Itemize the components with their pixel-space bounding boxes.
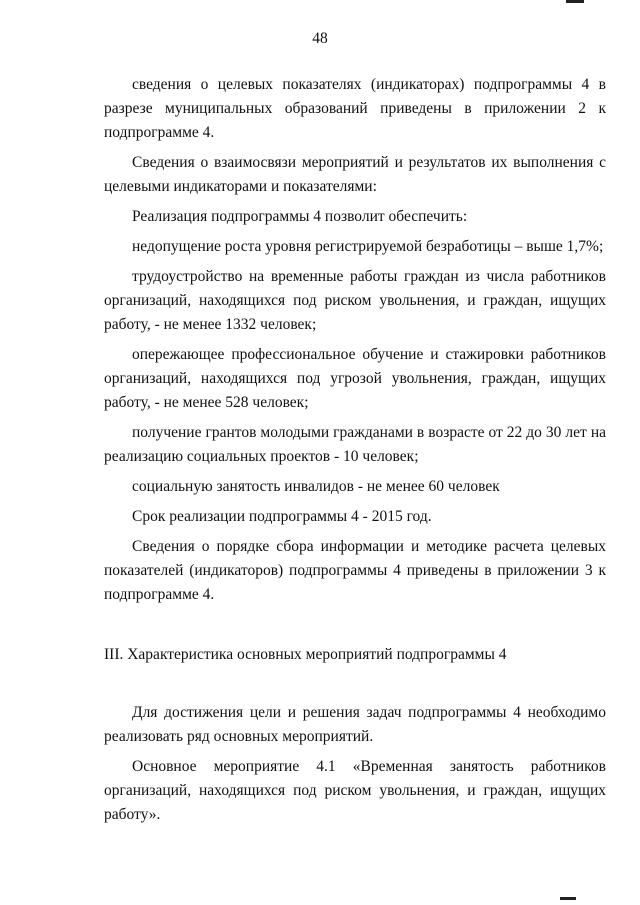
section-heading: III. Характеристика основных мероприятий подпрограммы 4 — [104, 646, 507, 663]
paragraph-7: получение грантов молодыми гражданами в возрасте от 22 до 30 лет на реализацию социальных проектов - 10 человек; — [104, 424, 606, 465]
paragraph-1: сведения о целевых показателях (индикаторах) подпрограммы 4 в разрезе муниципальных образований приведены в приложении 2 к подпрограмме 4. — [104, 76, 606, 141]
paragraph-5: трудоустройство на временные работы граждан из числа работников организаций, находящихся под риском увольнения, и граждан, ищущих работу, - не менее 1332 человек; — [104, 268, 606, 333]
paragraph-10: Сведения о порядке сбора информации и методике расчета целевых показателей (индикаторов) подпрограммы 4 приведены в приложении 3 к подпрограмме 4. — [104, 538, 606, 603]
paragraph-12: Основное мероприятие 4.1 «Временная занятость работников организаций, находящихся под риском увольнения, и граждан, ищущих работу». — [104, 758, 606, 823]
paragraph-6: опережающее профессиональное обучение и стажировки работников организаций, находящихся под угрозой увольнения, граждан, ищущих работу, - не менее 528 человек; — [104, 346, 606, 411]
page-number: 48 — [312, 30, 328, 47]
paragraph-11: Для достижения цели и решения задач подпрограммы 4 необходимо реализовать ряд основных мероприятий. — [104, 704, 606, 745]
paragraph-2: Сведения о взаимосвязи мероприятий и результатов их выполнения с целевыми индикаторами и показателями: — [104, 154, 606, 195]
paragraph-3: Реализация подпрограммы 4 позволит обеспечить: — [132, 208, 468, 225]
scan-mark-bottom — [560, 897, 576, 900]
paragraph-4: недопущение роста уровня регистрируемой безработицы – выше 1,7%; — [132, 238, 604, 255]
paragraph-9: Срок реализации подпрограммы 4 - 2015 год. — [132, 508, 432, 525]
paragraph-8: социальную занятость инвалидов - не менее 60 человек — [132, 478, 500, 495]
document-body — [104, 73, 606, 833]
scan-mark-top — [566, 0, 584, 3]
